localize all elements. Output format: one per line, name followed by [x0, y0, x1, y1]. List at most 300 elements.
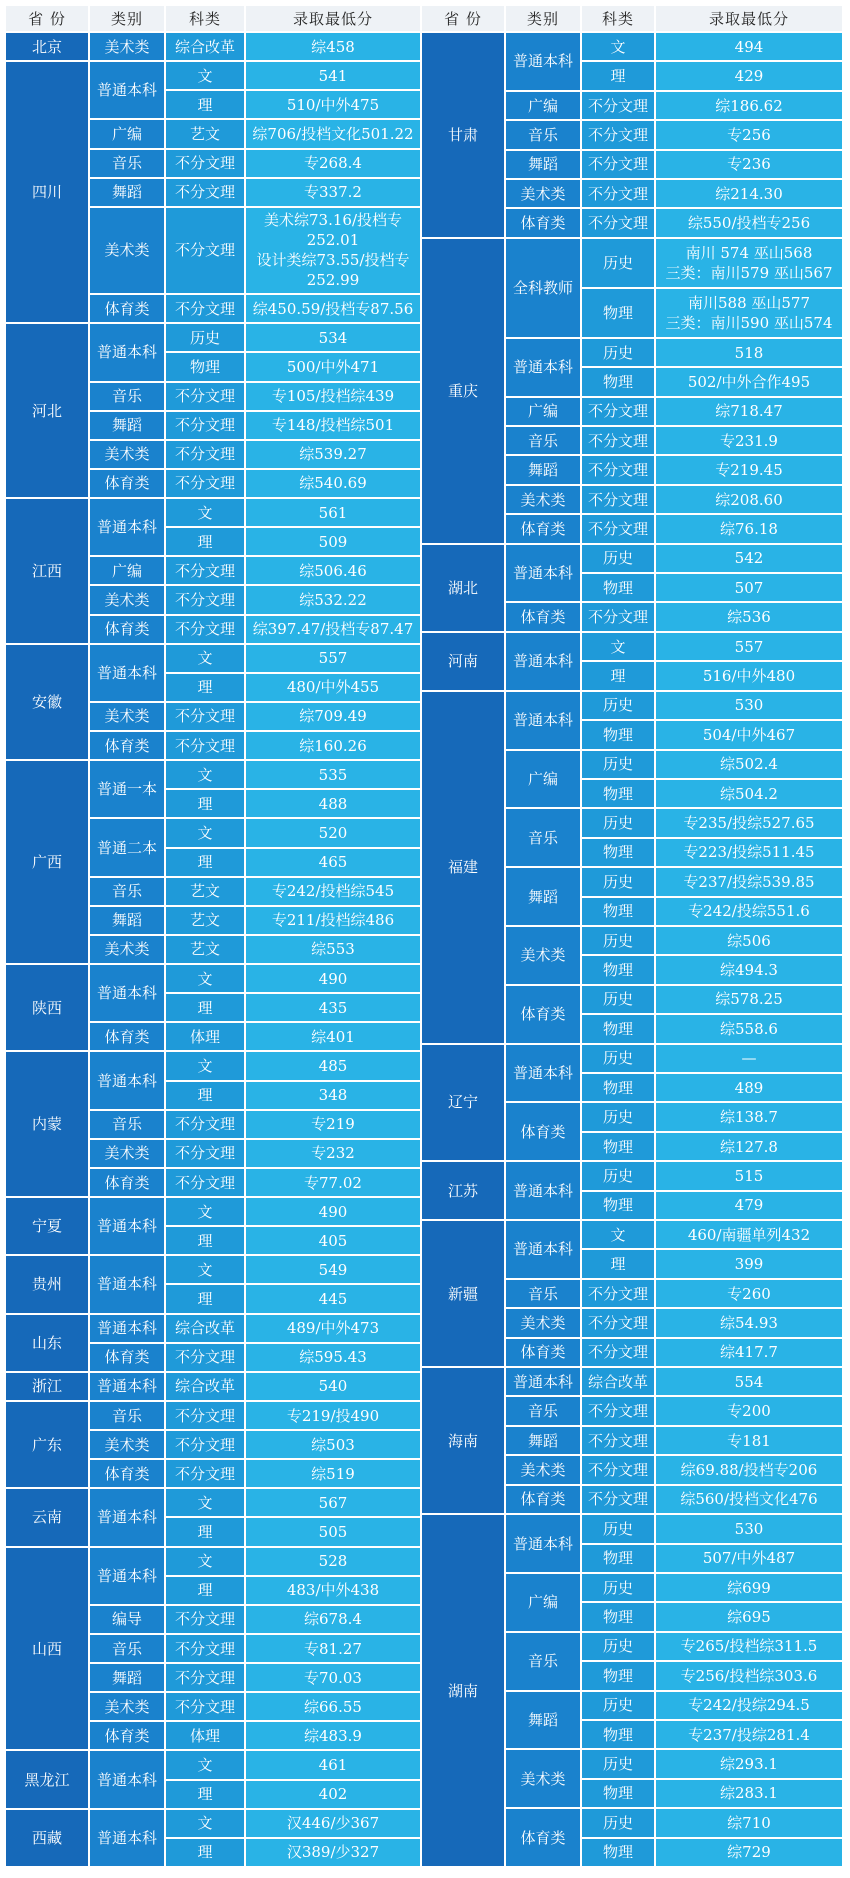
min-score-cell: 综417.7: [656, 1339, 844, 1368]
subject-cell: 历史: [582, 1692, 656, 1721]
min-score-cell: 567: [246, 1489, 422, 1518]
province-cell: 宁夏: [6, 1198, 90, 1256]
min-score-cell: 综560/投档文化476: [656, 1486, 844, 1515]
subject-cell: 体理: [166, 1023, 246, 1052]
subject-cell: 历史: [582, 1045, 656, 1074]
min-score-cell: 专256: [656, 121, 844, 150]
subject-cell: 不分文理: [166, 1635, 246, 1664]
subject-cell: 不分文理: [582, 151, 656, 180]
subject-cell: 不分文理: [166, 179, 246, 208]
subject-cell: 物理: [582, 289, 656, 339]
subject-cell: 文: [166, 1198, 246, 1227]
subject-cell: 不分文理: [582, 1309, 656, 1338]
min-score-cell: 494: [656, 33, 844, 62]
min-score-cell: 综578.25: [656, 986, 844, 1015]
min-score-cell: 综539.27: [246, 441, 422, 470]
category-cell: 体育类: [506, 986, 582, 1045]
subject-cell: 综合改革: [166, 1315, 246, 1344]
province-cell: 湖北: [422, 545, 506, 633]
subject-cell: 不分文理: [166, 1606, 246, 1635]
min-score-cell: 561: [246, 499, 422, 528]
min-score-cell: 综550/投档专256: [656, 209, 844, 238]
category-cell: 普通本科: [90, 1548, 166, 1606]
category-cell: 体育类: [90, 1344, 166, 1373]
subject-cell: 不分文理: [582, 209, 656, 238]
category-cell: 音乐: [90, 1402, 166, 1431]
min-score-cell: 综718.47: [656, 398, 844, 427]
category-cell: 美术类: [90, 703, 166, 732]
subject-cell: 综合改革: [166, 1373, 246, 1402]
min-score-cell: 480/中外455: [246, 674, 422, 703]
min-score-cell: 485: [246, 1052, 422, 1081]
subject-cell: 不分文理: [166, 1402, 246, 1431]
category-cell: 普通本科: [90, 1373, 166, 1402]
subject-cell: 不分文理: [166, 208, 246, 295]
category-cell: 广编: [506, 1574, 582, 1633]
subject-cell: 艺文: [166, 878, 246, 907]
category-cell: 普通本科: [506, 633, 582, 692]
subject-cell: 不分文理: [582, 1339, 656, 1368]
category-cell: 体育类: [90, 1722, 166, 1751]
subject-cell: 物理: [582, 839, 656, 868]
min-score-cell: 综214.30: [656, 180, 844, 209]
category-cell: 普通本科: [506, 1368, 582, 1397]
category-cell: 广编: [506, 92, 582, 121]
category-cell: 音乐: [506, 121, 582, 150]
subject-cell: 理: [166, 1227, 246, 1256]
category-cell: 普通本科: [90, 1751, 166, 1809]
province-cell: 安徽: [6, 645, 90, 762]
min-score-cell: 汉389/少327: [246, 1839, 422, 1868]
min-score-cell: 405: [246, 1227, 422, 1256]
category-cell: 普通本科: [90, 62, 166, 120]
min-score-cell: 489/中外473: [246, 1315, 422, 1344]
subject-cell: 物理: [582, 1839, 656, 1868]
min-score-cell: 540: [246, 1373, 422, 1402]
subject-cell: 不分文理: [166, 1169, 246, 1198]
province-cell: 福建: [422, 692, 506, 1045]
min-score-cell: 535: [246, 761, 422, 790]
subject-cell: 不分文理: [166, 1140, 246, 1169]
subject-cell: 文: [582, 33, 656, 62]
subject-cell: 历史: [582, 1809, 656, 1838]
header-province-left: 省 份: [6, 6, 90, 33]
subject-cell: 不分文理: [582, 398, 656, 427]
subject-cell: 历史: [582, 1515, 656, 1544]
province-cell: 海南: [422, 1368, 506, 1515]
category-cell: 舞蹈: [506, 456, 582, 485]
min-score-cell: 综397.47/投档专87.47: [246, 616, 422, 645]
min-score-cell: 综558.6: [656, 1015, 844, 1044]
province-cell: 贵州: [6, 1256, 90, 1314]
min-score-cell: 557: [656, 633, 844, 662]
min-score-cell: 综138.7: [656, 1103, 844, 1132]
header-category-left: 类别: [90, 6, 166, 33]
min-score-cell: 南川588 巫山577 三类：南川590 巫山574: [656, 289, 844, 339]
min-score-cell: 综450.59/投档专87.56: [246, 295, 422, 324]
category-cell: 普通本科: [90, 1256, 166, 1314]
min-score-cell: 综401: [246, 1023, 422, 1052]
category-cell: 体育类: [90, 1169, 166, 1198]
category-cell: 体育类: [90, 732, 166, 761]
min-score-cell: 460/南疆单列432: [656, 1221, 844, 1250]
category-cell: 普通本科: [506, 1515, 582, 1574]
province-cell: 云南: [6, 1489, 90, 1547]
min-score-cell: 综519: [246, 1460, 422, 1489]
min-score-cell: 综699: [656, 1574, 844, 1603]
category-cell: 音乐: [90, 1111, 166, 1140]
subject-cell: 历史: [582, 545, 656, 574]
category-cell: 广编: [90, 557, 166, 586]
min-score-cell: 528: [246, 1548, 422, 1577]
subject-cell: 历史: [582, 1750, 656, 1779]
category-cell: 普通本科: [90, 1315, 166, 1344]
subject-cell: 物理: [582, 780, 656, 809]
min-score-cell: 490: [246, 965, 422, 994]
min-score-cell: 专232: [246, 1140, 422, 1169]
province-cell: 广西: [6, 761, 90, 965]
min-score-cell: 490: [246, 1198, 422, 1227]
min-score-cell: 综502.4: [656, 751, 844, 780]
province-cell: 新疆: [422, 1221, 506, 1368]
header-min-score-left: 录取最低分: [246, 6, 422, 33]
subject-cell: 文: [582, 1221, 656, 1250]
subject-cell: 文: [166, 1052, 246, 1081]
subject-cell: 不分文理: [582, 1280, 656, 1309]
min-score-cell: 500/中外471: [246, 353, 422, 382]
category-cell: 普通本科: [90, 1052, 166, 1110]
min-score-cell: 综506: [656, 927, 844, 956]
min-score-cell: 专237/投综539.85: [656, 868, 844, 897]
header-subject-left: 科类: [166, 6, 246, 33]
header-min-score-right: 录取最低分: [656, 6, 844, 33]
subject-cell: 综合改革: [582, 1368, 656, 1397]
min-score-cell: 557: [246, 645, 422, 674]
min-score-cell: 综695: [656, 1603, 844, 1632]
subject-cell: 不分文理: [582, 92, 656, 121]
province-cell: 山东: [6, 1315, 90, 1373]
min-score-cell: 综503: [246, 1431, 422, 1460]
category-cell: 美术类: [506, 486, 582, 515]
subject-cell: 理: [166, 1577, 246, 1606]
subject-cell: 理: [166, 790, 246, 819]
category-cell: 普通本科: [90, 499, 166, 557]
category-cell: 美术类: [90, 33, 166, 62]
category-cell: 普通一本: [90, 761, 166, 819]
header-subject-right: 科类: [582, 6, 656, 33]
min-score-cell: 专223/投综511.45: [656, 839, 844, 868]
min-score-cell: 445: [246, 1285, 422, 1314]
min-score-cell: 专235/投综527.65: [656, 809, 844, 838]
subject-cell: 不分文理: [166, 732, 246, 761]
category-cell: 舞蹈: [90, 179, 166, 208]
province-cell: 山西: [6, 1548, 90, 1752]
subject-cell: 不分文理: [582, 1397, 656, 1426]
subject-cell: 物理: [582, 1662, 656, 1691]
subject-cell: 不分文理: [166, 1664, 246, 1693]
subject-cell: 不分文理: [166, 1111, 246, 1140]
subject-cell: 不分文理: [166, 557, 246, 586]
min-score-cell: 549: [246, 1256, 422, 1285]
subject-cell: 历史: [582, 927, 656, 956]
subject-cell: 不分文理: [582, 515, 656, 544]
subject-cell: 历史: [582, 809, 656, 838]
subject-cell: 理: [166, 91, 246, 120]
province-cell: 黑龙江: [6, 1751, 90, 1809]
subject-cell: 理: [166, 1082, 246, 1111]
min-score-cell: 专105/投档综439: [246, 383, 422, 412]
subject-cell: 不分文理: [166, 295, 246, 324]
category-cell: 舞蹈: [90, 907, 166, 936]
min-score-cell: 541: [246, 62, 422, 91]
category-cell: 美术类: [90, 1140, 166, 1169]
min-score-cell: 520: [246, 819, 422, 848]
subject-cell: 文: [166, 1548, 246, 1577]
min-score-cell: 510/中外475: [246, 91, 422, 120]
subject-cell: 不分文理: [166, 470, 246, 499]
subject-cell: 历史: [582, 692, 656, 721]
subject-cell: 不分文理: [166, 1460, 246, 1489]
province-cell: 四川: [6, 62, 90, 324]
min-score-cell: 507: [656, 574, 844, 603]
subject-cell: 物理: [582, 1545, 656, 1574]
category-cell: 音乐: [90, 383, 166, 412]
min-score-cell: 530: [656, 1515, 844, 1544]
category-cell: 美术类: [90, 586, 166, 615]
subject-cell: 艺文: [166, 936, 246, 965]
min-score-cell: 综710: [656, 1809, 844, 1838]
province-cell: 甘肃: [422, 33, 506, 239]
subject-cell: 理: [166, 1781, 246, 1810]
subject-cell: 物理: [582, 1780, 656, 1809]
subject-cell: 不分文理: [582, 1456, 656, 1485]
min-score-cell: 479: [656, 1192, 844, 1221]
min-score-cell: 507/中外487: [656, 1545, 844, 1574]
min-score-cell: 专231.9: [656, 427, 844, 456]
category-cell: 广编: [506, 751, 582, 810]
province-cell: 内蒙: [6, 1052, 90, 1198]
min-score-cell: 465: [246, 849, 422, 878]
min-score-cell: 505: [246, 1518, 422, 1547]
category-cell: 编导: [90, 1606, 166, 1635]
category-cell: 体育类: [506, 603, 582, 632]
category-cell: 普通本科: [506, 545, 582, 604]
subject-cell: 综合改革: [166, 33, 246, 62]
category-cell: 广编: [90, 120, 166, 149]
category-cell: 美术类: [90, 936, 166, 965]
category-cell: 体育类: [506, 1339, 582, 1368]
category-cell: 体育类: [90, 1023, 166, 1052]
min-score-cell: 专219/投490: [246, 1402, 422, 1431]
category-cell: 美术类: [90, 441, 166, 470]
category-cell: 体育类: [90, 616, 166, 645]
category-cell: 舞蹈: [90, 412, 166, 441]
category-cell: 普通本科: [506, 1162, 582, 1221]
admission-score-table: [6, 6, 844, 1868]
subject-cell: 文: [166, 62, 246, 91]
subject-cell: 历史: [582, 239, 656, 289]
min-score-cell: 348: [246, 1082, 422, 1111]
category-cell: 普通本科: [506, 1045, 582, 1104]
subject-cell: 文: [166, 1256, 246, 1285]
min-score-cell: 504/中外467: [656, 721, 844, 750]
subject-cell: 理: [166, 528, 246, 557]
min-score-cell: 汉446/少367: [246, 1810, 422, 1839]
min-score-cell: 综283.1: [656, 1780, 844, 1809]
province-cell: 河南: [422, 633, 506, 692]
min-score-cell: 综66.55: [246, 1693, 422, 1722]
min-score-cell: 综506.46: [246, 557, 422, 586]
min-score-cell: 专236: [656, 151, 844, 180]
min-score-cell: —: [656, 1045, 844, 1074]
subject-cell: 不分文理: [582, 121, 656, 150]
subject-cell: 文: [166, 761, 246, 790]
category-cell: 舞蹈: [506, 868, 582, 927]
category-cell: 体育类: [90, 295, 166, 324]
header-province-right: 省 份: [422, 6, 506, 33]
min-score-cell: 综293.1: [656, 1750, 844, 1779]
subject-cell: 理: [582, 1250, 656, 1279]
subject-cell: 理: [166, 994, 246, 1023]
subject-cell: 文: [166, 819, 246, 848]
min-score-cell: 专268.4: [246, 150, 422, 179]
province-cell: 湖南: [422, 1515, 506, 1868]
min-score-cell: 专211/投档综486: [246, 907, 422, 936]
subject-cell: 文: [166, 965, 246, 994]
min-score-cell: 435: [246, 994, 422, 1023]
category-cell: 普通本科: [506, 1221, 582, 1280]
min-score-cell: 综536: [656, 603, 844, 632]
category-cell: 普通本科: [90, 645, 166, 703]
subject-cell: 理: [582, 662, 656, 691]
category-cell: 美术类: [90, 1431, 166, 1460]
subject-cell: 物理: [582, 1074, 656, 1103]
min-score-cell: 专265/投档综311.5: [656, 1633, 844, 1662]
subject-cell: 物理: [582, 1015, 656, 1044]
subject-cell: 物理: [582, 1133, 656, 1162]
subject-cell: 不分文理: [582, 456, 656, 485]
category-cell: 音乐: [506, 1397, 582, 1426]
min-score-cell: 516/中外480: [656, 662, 844, 691]
min-score-cell: 429: [656, 62, 844, 91]
min-score-cell: 综76.18: [656, 515, 844, 544]
subject-cell: 不分文理: [166, 1431, 246, 1460]
min-score-cell: 综494.3: [656, 956, 844, 985]
subject-cell: 不分文理: [166, 412, 246, 441]
subject-cell: 文: [166, 645, 246, 674]
category-cell: 体育类: [90, 1460, 166, 1489]
subject-cell: 不分文理: [166, 586, 246, 615]
category-cell: 普通本科: [90, 1489, 166, 1547]
province-cell: 北京: [6, 33, 90, 62]
min-score-cell: 515: [656, 1162, 844, 1191]
subject-cell: 不分文理: [166, 616, 246, 645]
min-score-cell: 南川 574 巫山568 三类：南川579 巫山567: [656, 239, 844, 289]
min-score-cell: 专242/投综551.6: [656, 898, 844, 927]
subject-cell: 历史: [582, 1633, 656, 1662]
min-score-cell: 502/中外合作495: [656, 368, 844, 397]
subject-cell: 不分文理: [582, 486, 656, 515]
category-cell: 音乐: [506, 1633, 582, 1692]
min-score-cell: 专181: [656, 1427, 844, 1456]
category-cell: 体育类: [506, 515, 582, 544]
category-cell: 音乐: [90, 1635, 166, 1664]
min-score-cell: 专237/投综281.4: [656, 1721, 844, 1750]
subject-cell: 历史: [166, 324, 246, 353]
min-score-cell: 489: [656, 1074, 844, 1103]
subject-cell: 物理: [166, 353, 246, 382]
subject-cell: 物理: [582, 721, 656, 750]
min-score-cell: 综186.62: [656, 92, 844, 121]
subject-cell: 理: [166, 849, 246, 878]
subject-cell: 不分文理: [166, 383, 246, 412]
subject-cell: 物理: [582, 368, 656, 397]
subject-cell: 不分文理: [166, 441, 246, 470]
min-score-cell: 专260: [656, 1280, 844, 1309]
min-score-cell: 专200: [656, 1397, 844, 1426]
subject-cell: 文: [166, 1489, 246, 1518]
subject-cell: 体理: [166, 1722, 246, 1751]
min-score-cell: 488: [246, 790, 422, 819]
min-score-cell: 专242/投档综545: [246, 878, 422, 907]
province-cell: 辽宁: [422, 1045, 506, 1163]
category-cell: 舞蹈: [506, 151, 582, 180]
subject-cell: 历史: [582, 1103, 656, 1132]
category-cell: 美术类: [506, 1309, 582, 1338]
subject-cell: 物理: [582, 1721, 656, 1750]
category-cell: 音乐: [506, 1280, 582, 1309]
subject-cell: 文: [166, 1751, 246, 1780]
category-cell: 美术类: [506, 1750, 582, 1809]
category-cell: 美术类: [506, 180, 582, 209]
subject-cell: 理: [166, 1518, 246, 1547]
category-cell: 体育类: [506, 1486, 582, 1515]
min-score-cell: 483/中外438: [246, 1577, 422, 1606]
category-cell: 体育类: [506, 209, 582, 238]
category-cell: 舞蹈: [506, 1427, 582, 1456]
category-cell: 音乐: [506, 427, 582, 456]
province-cell: 广东: [6, 1402, 90, 1489]
category-cell: 普通本科: [506, 33, 582, 92]
category-cell: 广编: [506, 398, 582, 427]
min-score-cell: 综595.43: [246, 1344, 422, 1373]
subject-cell: 不分文理: [582, 180, 656, 209]
category-cell: 普通二本: [90, 819, 166, 877]
category-cell: 体育类: [506, 1809, 582, 1868]
min-score-cell: 综504.2: [656, 780, 844, 809]
province-cell: 河北: [6, 324, 90, 499]
category-cell: 舞蹈: [90, 1664, 166, 1693]
category-cell: 全科教师: [506, 239, 582, 339]
subject-cell: 物理: [582, 956, 656, 985]
category-cell: 音乐: [90, 150, 166, 179]
province-cell: 江苏: [422, 1162, 506, 1221]
subject-cell: 理: [582, 62, 656, 91]
subject-cell: 不分文理: [166, 1693, 246, 1722]
min-score-cell: 综127.8: [656, 1133, 844, 1162]
subject-cell: 不分文理: [582, 427, 656, 456]
subject-cell: 艺文: [166, 120, 246, 149]
subject-cell: 文: [166, 499, 246, 528]
min-score-cell: 399: [656, 1250, 844, 1279]
category-cell: 音乐: [90, 878, 166, 907]
min-score-cell: 专219: [246, 1111, 422, 1140]
category-cell: 普通本科: [90, 1810, 166, 1868]
subject-cell: 历史: [582, 868, 656, 897]
subject-cell: 物理: [582, 1603, 656, 1632]
category-cell: 普通本科: [90, 324, 166, 382]
subject-cell: 不分文理: [166, 1344, 246, 1373]
